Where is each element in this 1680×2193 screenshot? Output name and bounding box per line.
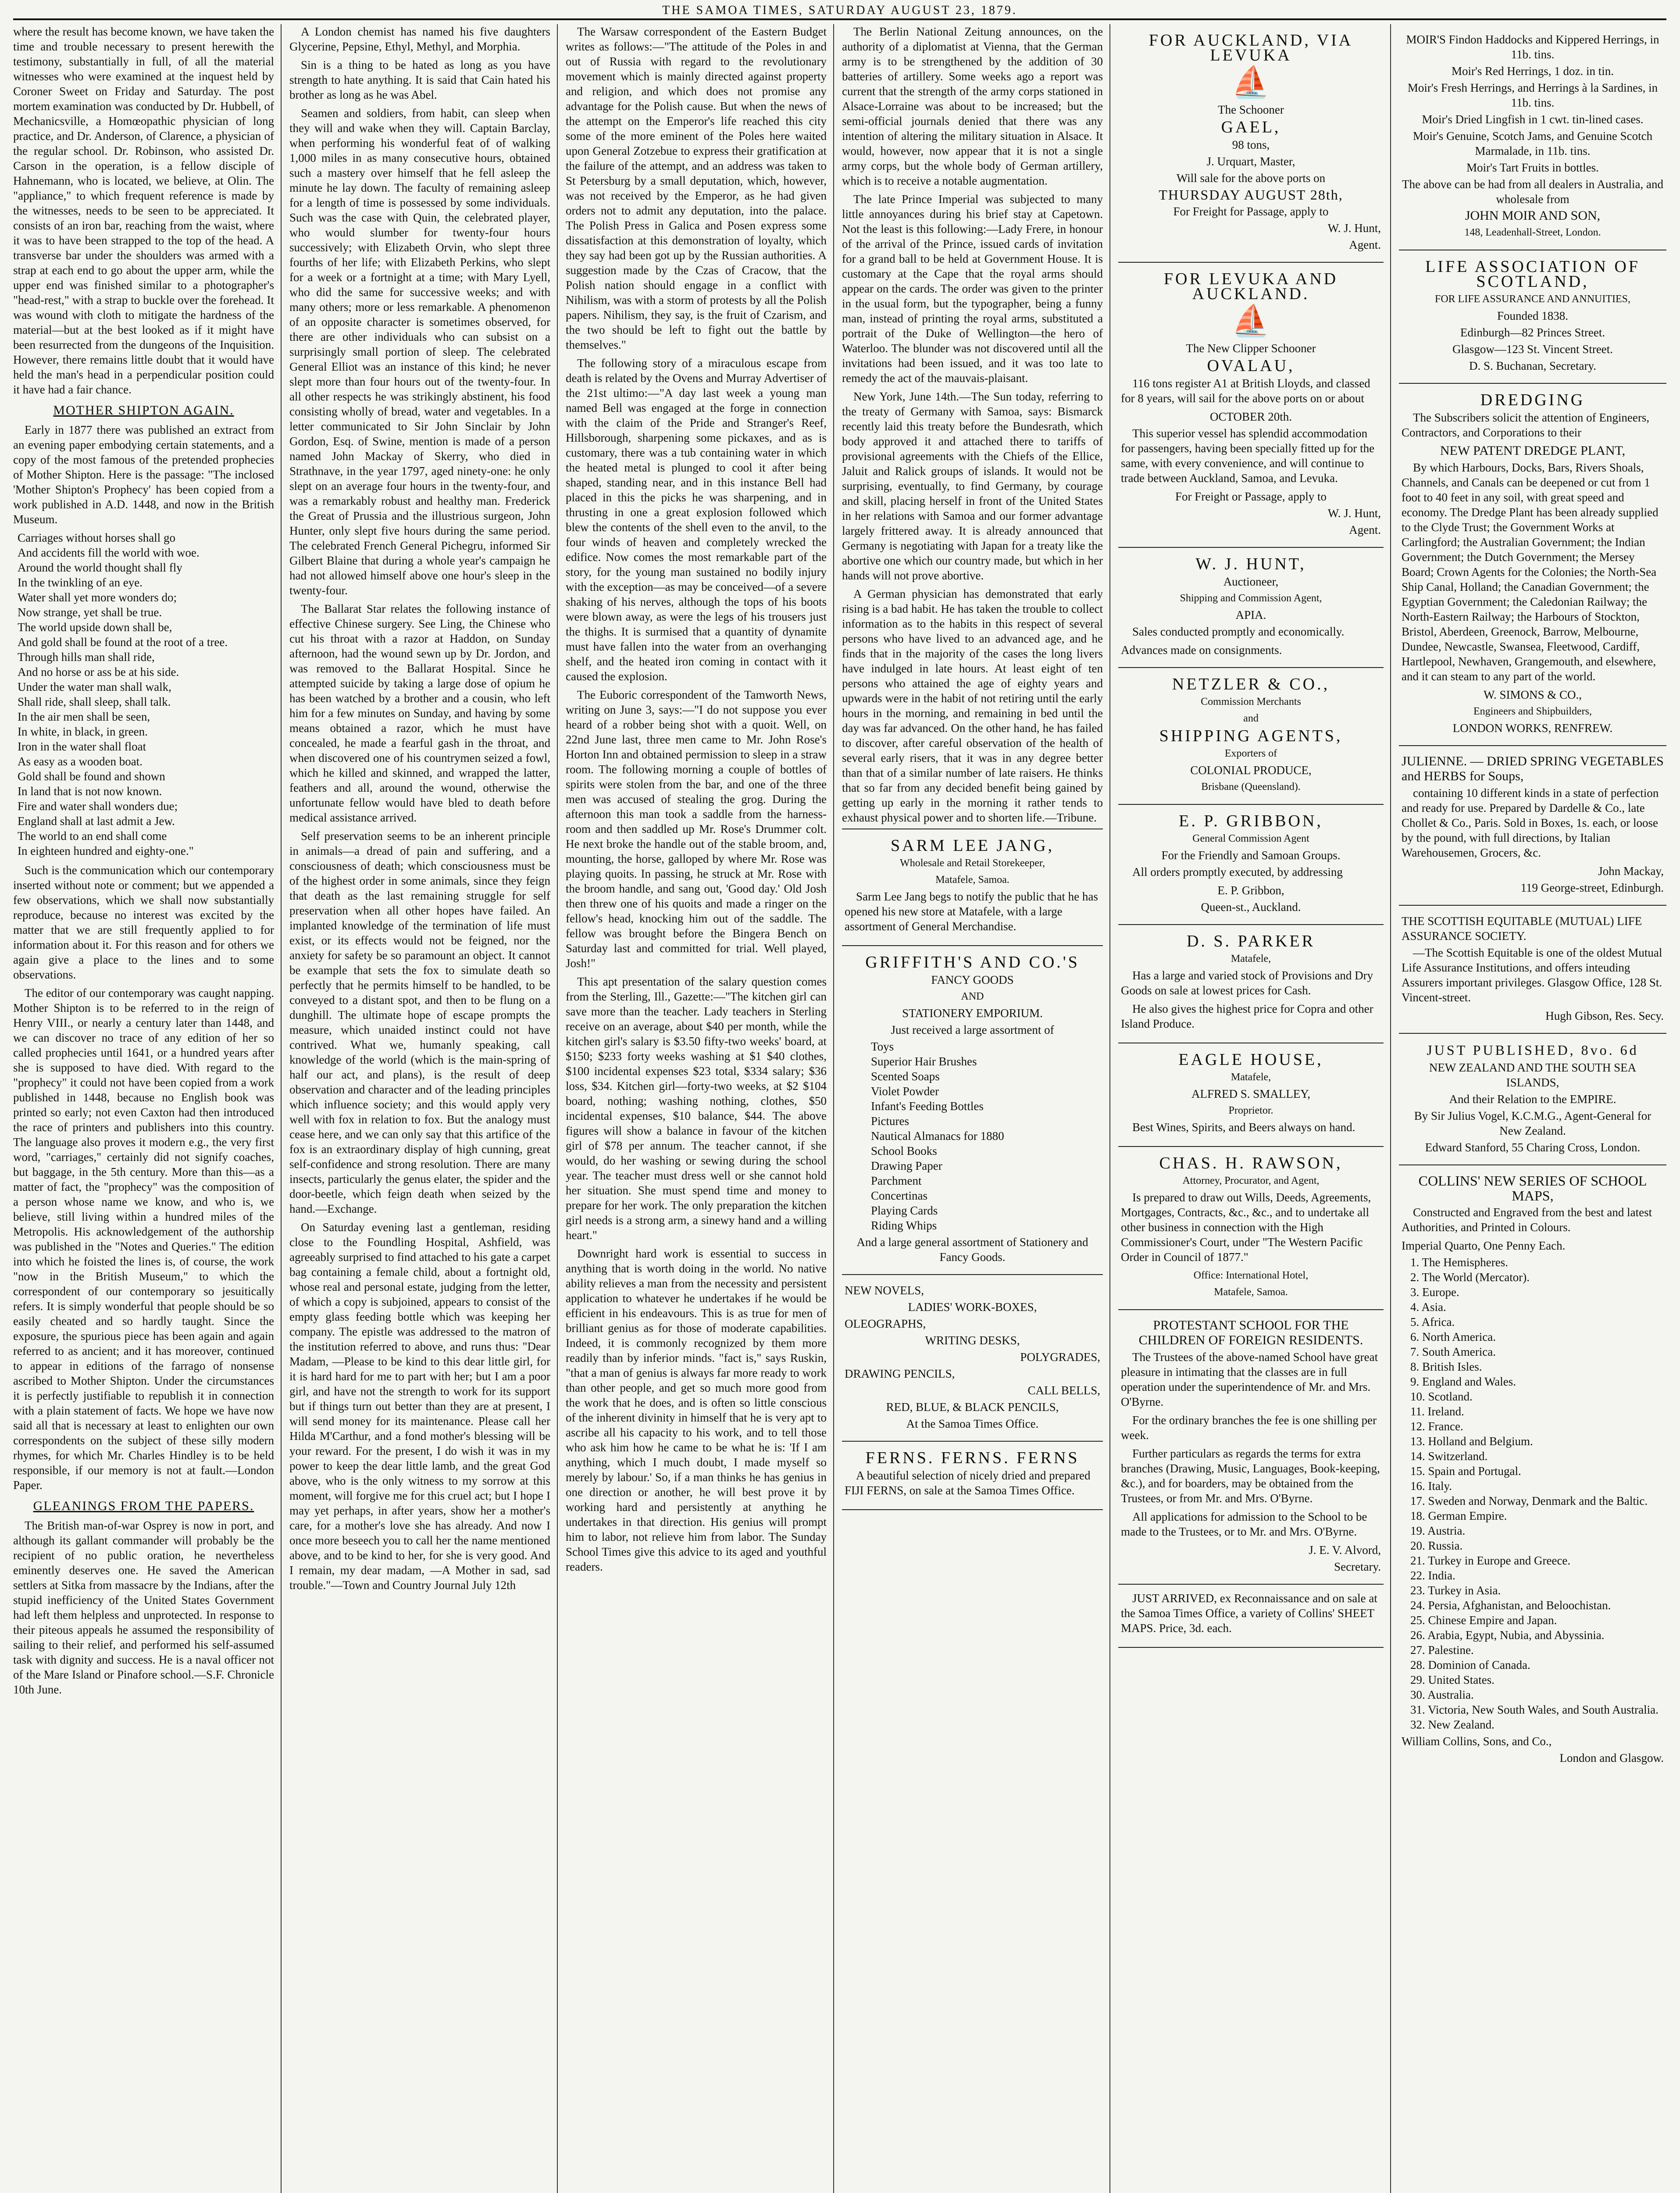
ad-body: Best Wines, Spirits, and Beers always on hand. — [1132, 1121, 1355, 1134]
ship-name: GAEL, — [1221, 118, 1281, 136]
ad-body: Constructed and Engraved from the best and latest Authorities, and Printed in Colours. — [1402, 1206, 1652, 1234]
sailing-date: OCTOBER 20th. — [1209, 410, 1292, 423]
verse-line: And gold shall be found at the root of a tree. — [18, 636, 228, 649]
verse-line: Iron in the water shall float — [18, 740, 146, 753]
ad-life-association — [1399, 250, 1666, 384]
ad-netzler — [1118, 668, 1384, 805]
verse-line: Around the world thought shall fly — [18, 561, 182, 574]
list-item: Infant's Feeding Bottles — [871, 1100, 984, 1113]
headline-gleanings: GLEANINGS FROM THE PAPERS. — [33, 1499, 254, 1513]
ad-body: A beautiful selection of nicely dried and prepared FIJI FERNS, on sale at the Samoa Times Office. — [845, 1469, 1091, 1497]
ad-line: Founded 1838. — [1497, 309, 1568, 322]
ad-line: At the Samoa Times Office. — [906, 1417, 1039, 1430]
ad-body: He also gives the highest price for Copra and other Island Produce. — [1121, 1002, 1373, 1030]
ad-just-published — [1399, 1034, 1666, 1165]
list-item: Superior Hair Brushes — [871, 1055, 977, 1068]
article-paragraph: The Euboric correspondent of the Tamworth News, writing on June 3, says:—"I do not suppose you ever heard of a robber being shot with a quoit. Well, on 22nd June last, three men came to Mr. John Rose's Horton Inn and obtained permission to sleep in a straw room. The following morning a couple of bottles of spirits were stolen from the bar, and one of the three men was accused of stealing the grog. During the afternoon this man took a saddle from the harness-room and then saddled up Mr. Rose's Drummer colt. He next broke the handle out of the stable broom, and, mounting, the horse, galloped by where Mr. Rose was playing quoits. In passing, he struck at Mr. Rose with the broom handle, and sang out, 'Good day.' Old Josh then threw one of his quoits and made a ringer on the fellow's head, knocking him out of the saddle. The fellow was brought before the Bingera Bench on Saturday last and committed for trial. Well played, Josh!" — [566, 688, 827, 970]
ad-line: NEW ZEALAND AND THE SOUTH SEA ISLANDS, — [1429, 1061, 1637, 1089]
ad-line: MOIR'S Findon Haddocks and Kippered Herrings, in 11b. tins. — [1406, 33, 1659, 61]
schooner-icon: ⛵ — [1231, 66, 1270, 100]
column-4 — [842, 24, 1103, 2193]
ad-title: DREDGING — [1480, 391, 1585, 409]
ad-griffiths — [842, 946, 1103, 1275]
ad-line: Matafele, — [1231, 953, 1271, 964]
verse-line: Shall ride, shall sleep, shall talk. — [18, 695, 171, 708]
ad-line: AND — [961, 991, 984, 1002]
ad-gribbon — [1118, 805, 1384, 925]
ad-body: All applications for admission to the School to be made to the Trustees, or to Mr. and Mrs. O'Byrne. — [1121, 1510, 1367, 1538]
list-item: 9. England and Wales. — [1410, 1375, 1516, 1388]
ad-title: LIFE ASSOCIATION OF SCOTLAND, — [1425, 257, 1640, 291]
ad-line: W. SIMONS & CO., — [1483, 688, 1582, 701]
list-item: 5. Africa. — [1410, 1315, 1455, 1329]
article-paragraph: A German physician has demonstrated that early rising is a bad habit. He has taken the trouble to collect information as to the habits in this respect of several persons who have lived to an advanced age, and he finds that in the majority of the cases the long livers have indulged in late hours. At least eight of ten persons who attained the age of eighty years and upwards were in the habit of not retiring until the early hours in the morning, and remaining in bed until the day was far advanced. On the other hand, he has failed to discover, after careful observation of the health of several early risers, that it was in any degree better than that of a similar number of late raisers. He thinks that so far from any decided benefit being gained by getting up early in the morning it rather tends to exhaust physical power and to shorten life.—Tribune. — [842, 587, 1103, 824]
ad-moir — [1399, 24, 1666, 250]
article-paragraph: The Warsaw correspondent of the Eastern Budget writes as follows:—"The attitude of the Poles in and out of Russia with regard to the revolutionary movement which is mainly directed against property and religion, and which does not promise any advantage for the Polish cause. But when the news of the attempt on the Emperor's life reached this city some of the more eminent of the Poles here waited upon General Zotzebue to express their gratification at the failure of the attempt, and an address was taken to St Petersburg by a small deputation, which, however, was not received by the Emperor, as he had given orders not to admit any deputation, into the palace. The Polish Press in Galica and Posen express some dissatisfaction at this demonstration of loyalty, which they say had been got up by the Russian authorities. A suggestion made by the Czas of Cracow, that the Polish nation should engage in a conflict with Nihilism, was with a storm of protests by all the Polish papers. Nihilism, they say, is the fruit of Czarism, and the two should be left to fight out the battle by themselves." — [566, 25, 827, 351]
list-item: 7. South America. — [1410, 1345, 1496, 1358]
ad-protestant-school — [1118, 1310, 1384, 1585]
column-rule — [557, 24, 558, 2193]
verse-line: In the air men shall be seen, — [18, 710, 150, 723]
ad-line: Moir's Tart Fruits in bottles. — [1466, 161, 1599, 174]
ad-line: APIA. — [1235, 608, 1266, 621]
ad-signature: W. J. Hunt, — [1327, 221, 1381, 235]
list-item: 25. Chinese Empire and Japan. — [1410, 1614, 1557, 1627]
ad-signature: J. E. V. Alvord, — [1309, 1543, 1381, 1557]
ad-line: Moir's Genuine, Scotch Jams, and Genuine Scotch Marmalade, in 11b. tins. — [1412, 129, 1653, 157]
column-6 — [1399, 24, 1666, 2193]
verse-line: Through hills man shall ride, — [18, 650, 155, 664]
article-paragraph: The Berlin National Zeitung announces, on the authority of a diplomatist at Vienna, that the German army is to be strengthened by the addition of 30 batteries of artillery. Some weeks ago a report was current that the strength of the army corps stationed in Alsace-Lorraine was about to be increased; but the semi-official journals denied that there was any intention of altering the military situation in Alsace. It would, however, now appear that it is not a single army corps, but the whole body of German artillery, which is to receive a notable augmentation. — [842, 25, 1103, 187]
ad-body: Sarm Lee Jang begs to notify the public that he has opened his new store at Matafele, with a large assortment of General Merchandise. — [845, 890, 1098, 933]
column-5 — [1118, 24, 1384, 2193]
article-paragraph: On Saturday evening last a gentleman, residing close to the Foundling Hospital, Ashfield, was agreeably surprised to find attached to his gate a carpet bag containing a female child, about a fortnight old, whose real and personal estate, judging from the letter, of which a copy is subjoined, appears to consist of the empty glass feeding bottle which was keeping her company. The epistle was addressed to the matron of the institution referred to above, and runs thus: "Dear Madam, —Please to be kind to this dear little girl, for it is hard hard for me to part with her; but I am a poor girl, and have not the strength to work for its support but if things turn out better than they are at present, I will send money for its maintenance. Please call her Hilda M'Carthur, and a fond mother's blessing will be your reward. For the present, I do wish it was in my power to keep the dear little lamb, and the great God above, who is the only witness to my sorrow at this moment, will forgive me for this cruel act; but I hope I may yet perhaps, in after years, show her a mother's care, for a mother's love she has already. And now I once more beseech you to call her the name mentioned above, and to be kind to her, for she is very good. And I remain, my dear madam, —A Mother in sad, sad trouble."—Town and Country Journal July 12th — [289, 1221, 550, 1592]
ad-line: The above can be had from all dealers in Australia, and wholesale from — [1402, 178, 1664, 206]
list-item: 3. Europe. — [1410, 1286, 1459, 1299]
verse-line: England shall at last admit a Jew. — [18, 814, 175, 828]
list-item: Pictures — [871, 1114, 909, 1128]
article-paragraph: Downright hard work is essential to success in anything that is worth doing in the world. No native ability relieves a man from the necessity and persistent application to whatever he undertakes if he would be efficient in his endeavours. This is as true for men of brilliant genius as for those of moderate capabilities. Indeed, it is commonly recognized by them more readily than by inferior minds. "fact is," says Ruskin, "that a man of genius is always far more ready to work than other people, and get so much more good from the work that he does, and is often so little conscious of the inherent divinity in himself that he is very apt to ascribe all his capacity to his work, and to tell those who ask him how he came to be what he is: 'If I am anything, which I much doubt, I made myself so merely by labour.' So, if a man thinks he has genius in one direction or another, he will best prove it by working hard and persistently at anything he undertakes in that direction. His genius will prompt him to labor, not relieve him from labor. The Sunday School Times give this advice to its aged and youthful readers. — [566, 1247, 827, 1573]
ad-line: Engineers and Shipbuilders, — [1473, 706, 1592, 717]
ad-line: E. P. Gribbon, — [1217, 884, 1284, 897]
ad-line: For Freight or Passage, apply to — [1175, 490, 1327, 503]
ad-signature: Hugh Gibson, Res. Secy. — [1545, 1009, 1664, 1022]
column-2 — [289, 24, 550, 2193]
ad-novels — [842, 1275, 1103, 1442]
article-paragraph: Early in 1877 there was published an extract from an evening paper embodying certain statements, and a copy of the most famous of the pretended prophecies of Mother Shipton. Here is the passage: "The inclosed 'Mother Shipton's Prophecy' has been copied from a work published in A.D. 1448, and now in the British Museum. — [13, 423, 274, 526]
article-paragraph: A London chemist has named his five daughters Glycerine, Pepsine, Ethyl, Methyl, and Morphia. — [289, 25, 550, 53]
ad-line: Will sale for the above ports on — [1176, 171, 1326, 185]
ad-line: And a large general assortment of Stationery and Fancy Goods. — [856, 1236, 1088, 1264]
ad-signature: W. J. Hunt, — [1327, 507, 1381, 520]
column-3 — [566, 24, 827, 2193]
ad-line: Matafele, — [1231, 1071, 1271, 1083]
ad-body: Sales conducted promptly and economically. — [1132, 625, 1345, 638]
ad-line: Moir's Dried Lingfish in 1 cwt. tin-lined cases. — [1422, 113, 1644, 126]
ad-line: FOR LIFE ASSURANCE AND ANNUITIES, — [1434, 293, 1631, 305]
ad-body: All orders promptly executed, by addressing — [1132, 865, 1343, 879]
ad-signature: Secretary. — [1334, 1560, 1381, 1573]
ad-sheet-maps — [1118, 1585, 1384, 1648]
verse-line: And no horse or ass be at his side. — [18, 665, 179, 679]
ad-line: Matafele, Samoa. — [935, 874, 1009, 886]
ad-line: Office: International Hotel, — [1193, 1270, 1309, 1281]
article-paragraph: The following story of a miraculous escape from death is related by the Ovens and Murray Advertiser of the 21st ultimo:—"A day last week a young man named Bell was engaged at the forge in connection with the claim of the Pride and Stranger's Reef, Hillsborough, sharpening some pickaxes, and as is customary, there was a tub containing water in which the heated metal is plunged to cool it after being shaped, standing near, and in this instance Bell had placed in this the picks he was sharpening, and in thrusting in one a great explosion followed which blew the contents of the shell even to the anvil, to the four winds of heaven and completely wrecked the edifice. Now comes the most remarkable part of the story, for the young man sustained no bodily injury with the exception—as may be conceived—of a severe shaking of his nerves, although the tops of his boots were blown away, as were the legs of his trousers just the thighs. It is surmised that a quantity of dynamite must have fallen into the water from an overhanging shelf, and the heated iron coming in contact with it caused the explosion. — [566, 357, 827, 683]
ad-line: POLYGRADES, — [1020, 1350, 1100, 1364]
ad-line: Queen-st., Auckland. — [1201, 900, 1301, 914]
ad-line: RED, BLUE, & BLACK PENCILS, — [886, 1400, 1059, 1414]
ad-line: Moir's Red Herrings, 1 doz. in tin. — [1451, 64, 1614, 78]
ad-title: JULIENNE. — DRIED SPRING VEGETABLES and HERBS for Soups, — [1402, 754, 1664, 783]
column-1 — [13, 24, 274, 2193]
ad-line: and — [1243, 713, 1259, 724]
ad-body: 116 tons register A1 at British Lloyds, and classed for 8 years, will sail for the above ports on or about — [1121, 377, 1370, 405]
ship-name: OVALAU, — [1207, 357, 1295, 375]
article-paragraph: New York, June 14th.—The Sun today, referring to the treaty of Germany with Samoa, says: Bismarck recently laid this treaty before the Bundesrath, which body approved it and attached there to tariffs of provisional agreements with the Chiefs of the Ellice, Jaluit and Ralick groups of islands. It would not be surprising, eventually, to find Germany, by courage and skill, placing herself in front of the United States in her relations with Samoa and our former advantage largely frittered away. It is already announced that Germany is negotiating with Japan for a treaty like the abortive one which our country made, but which in her hands will not prove abortive. — [842, 390, 1103, 582]
ad-line: Matafele, Samoa. — [1214, 1286, 1288, 1298]
ad-title: SARM LEE JANG, — [891, 836, 1054, 855]
list-item: 15. Spain and Portugal. — [1410, 1464, 1521, 1478]
ad-title: FERNS. FERNS. FERNS — [865, 1449, 1080, 1467]
ad-line: Brisbane (Queensland). — [1201, 781, 1301, 793]
ad-line: SHIPPING AGENTS, — [1159, 727, 1343, 745]
ad-line: Moir's Fresh Herrings, and Herrings à la Sardines, in 11b. tins. — [1407, 81, 1658, 109]
verse-line: The world to an end shall come — [18, 829, 167, 843]
list-item: 16. Italy. — [1410, 1479, 1452, 1493]
verse-line: Water shall yet more wonders do; — [18, 591, 177, 604]
list-item: 12. France. — [1410, 1420, 1463, 1433]
column-rule — [1109, 24, 1110, 2193]
ad-gael — [1118, 24, 1384, 263]
ad-line: Shipping and Commission Agent, — [1180, 593, 1322, 604]
list-item: Concertinas — [871, 1189, 927, 1202]
ad-hunt — [1118, 548, 1384, 668]
ad-title: EAGLE HOUSE, — [1178, 1050, 1323, 1069]
ad-julienne — [1399, 746, 1666, 906]
ad-line: General Commission Agent — [1192, 833, 1309, 844]
verse-line: And accidents fill the world with woe. — [18, 546, 200, 559]
ad-body: Further particulars as regards the terms for extra branches (Drawing, Music, Languages, Book-keeping, &c.), and for boarders, may be obtained from the Trustees, or from Mr. and Mrs. O'Byrne. — [1121, 1447, 1380, 1505]
list-item: School Books — [871, 1144, 937, 1157]
ad-line: CALL BELLS, — [1027, 1384, 1100, 1397]
list-item: 29. United States. — [1410, 1673, 1495, 1686]
verse-line: Under the water man shall walk, — [18, 680, 171, 693]
masthead: THE SAMOA TIMES, SATURDAY AUGUST 23, 1879. — [13, 4, 1666, 20]
article-paragraph: The late Prince Imperial was subjected to many little annoyances during his brief stay at Capetown. Not the least is this following:—Lady Frere, in honour of the arrival of the Prince, issued cards of invitation for a grand ball to be held at Government House. It is customary at the Cape that the royal arms should appear on the cards. The order was given to the printer in the usual form, but the typographer, being a funny man, instead of printing the royal arms, substituted a portrait of the Duke of Wellington—the hero of Waterloo. The blunder was not discovered until all the invitations had been issued, and it was too late to remedy the act of the mauvais-plaisant. — [842, 193, 1103, 385]
list-item: 24. Persia, Afghanistan, and Beloochistan. — [1410, 1599, 1611, 1612]
ad-line: J. Urquart, Master, — [1206, 155, 1295, 168]
ad-body: JUST ARRIVED, ex Reconnaissance and on sale at the Samoa Times Office, a variety of Collins' SHEET MAPS. Price, 3d. each. — [1121, 1592, 1377, 1635]
ad-line: Attorney, Procurator, and Agent, — [1182, 1175, 1320, 1186]
list-item: Scented Soaps — [871, 1070, 940, 1083]
verse-line: In eighteen hundred and eighty-one." — [18, 844, 194, 857]
list-item: 32. New Zealand. — [1410, 1718, 1495, 1731]
column-rule — [1390, 24, 1391, 2193]
ad-line: Advances made on consignments. — [1121, 643, 1282, 657]
article-paragraph: Seamen and soldiers, from habit, can sleep when they will and wake when they will. Captain Barclay, when performing his wonderful feat of of walking 1,000 miles in as many consecutive hours, obtained such a mastery over himself that he fell asleep the minute he lay down. The faculty of remaining asleep for a length of time is possessed by some individuals. Such was the case with Quin, the celebrated player, who would slumber for twenty-four hours successively; with Elizabeth Orvin, who slept three fourths of her life; with Elizabeth Perkins, who slept for a week or a fortnight at a time; with Mary Lyell, who did the same for successive weeks; and with many others; more or less remarkable. A phenomenon of an opposite character is sometimes observed, for there are other individuals who can subsist on a surprisingly small portion of sleep. The celebrated General Elliot was an instance of this kind; he never slept more than four hours out of the twenty-four. In all other respects he was strikingly abstinent, his food consisting wholly of bread, water and vegetables. In a letter communicated to Sir John Sinclair by John Gordon, Esq. of Swine, mention is made of a person named John Mackay of Skerry, who died in Strathnave, in the year 1797, aged ninety-one: he only slept on an average four hours in the twenty-four, and was a remarkably robust and healthy man. Frederick the Great of Prussia and the illustrious surgeon, John Hunter, only slept five hours during the same period. The celebrated French General Pichegru, informed Sir Gilbert Blaine that during a whole year's campaign he had not allowed himself above one hour's sleep in the twenty-four. — [289, 107, 550, 597]
ad-body: containing 10 different kinds in a state of perfection and ready for use. Prepared by Dardelle & Co., late Chollet & Co., Paris. Sold in Boxes, 1s. each, or loose by the pound, with full directions, by Italian Warehousemen, Grocers, &c. — [1402, 786, 1659, 859]
ad-line: COLONIAL PRODUCE, — [1190, 764, 1312, 777]
ad-title: GRIFFITH'S AND CO.'S — [865, 953, 1080, 971]
verse-line: As easy as a wooden boat. — [18, 755, 143, 768]
list-item: 13. Holland and Belgium. — [1410, 1435, 1533, 1448]
ad-body: —The Scottish Equitable is one of the oldest Mutual Life Assurance Institutions, and offers inteuding Assurers important privileges. Glasgow Office, 128 St. Vincent-street. — [1402, 946, 1662, 1004]
list-item: 2. The World (Mercator). — [1410, 1271, 1530, 1284]
ad-body: Has a large and varied stock of Provisions and Dry Goods on sale at lowest prices for Cash. — [1121, 969, 1373, 997]
list-item: Parchment — [871, 1174, 922, 1187]
list-item: 31. Victoria, New South Wales, and South Australia. — [1410, 1703, 1659, 1716]
ad-title: E. P. GRIBBON, — [1179, 812, 1323, 830]
list-item: 6. North America. — [1410, 1330, 1496, 1343]
ad-line: And their Relation to the EMPIRE. — [1449, 1093, 1616, 1106]
list-item: 30. Australia. — [1410, 1688, 1474, 1701]
ad-signature: London and Glasgow. — [1559, 1751, 1664, 1764]
article-paragraph: The editor of our contemporary was caught napping. Mother Shipton is to be referred to in the reign of Henry VIII., or nearly a century later than 1448, and we can discover no trace of any edition of her so called prophecies until 1641, or a hundred years after she is supposed to have died. With regard to the "prophecy" it could not have been copied from a work published in 1448, because no English book was printed so early; not even Caxton had then introduced the race of printers and publishers into this country. The language also proves it modern e.g., the very first word, "carriages," certainly did not signify coaches, but baggage, in the 5th century. More than this—as a matter of fact, the "prophecy" was the composition of a person whose name we know, and who is, we believe, still living within a hundred miles of the Metropolis. His acknowledgement of the authorship was published in the "Notes and Queries." The edition into which he foisted the lines is, of course, the work "now in the British Museum," to which the correspondent of our contemporary so jesuitically refers. It is simply wonderful that people should be so easily cheated and so hardly taught. Since the exposure, the spurious piece has been again and again referred to as ancient; and it has moreover, continued to appear in editions of the farrago of nonsense ascribed to Mother Shipton. Under the circumstances it is perfectly justifiable to republish it in connection with a plain statement of facts. We hope we have now said all that is necessary at least to enlighten our own correspondents on the subject of these silly modern rhymes, for which Mr. Charles Hindley is to be held responsible, if our memory is not at fault.—London Paper. — [13, 986, 274, 1492]
ad-line: By Sir Julius Vogel, K.C.M.G., Agent-General for New Zealand. — [1414, 1109, 1651, 1137]
ad-signature: Agent. — [1349, 523, 1381, 536]
ad-body: This superior vessel has splendid accommodation for passengers, having been specially fitted up for the same, with every convenience, and will continue to trade between Auckland, Samoa, and Levuka. — [1121, 427, 1375, 485]
maps-list — [1402, 1255, 1664, 1732]
ad-signature: William Collins, Sons, and Co., — [1402, 1735, 1552, 1748]
ad-title: CHAS. H. RAWSON, — [1159, 1154, 1343, 1172]
list-item: Violet Powder — [871, 1085, 939, 1098]
list-item: Nautical Almanacs for 1880 — [871, 1129, 1004, 1143]
article-paragraph: The British man-of-war Osprey is now in port, and although its gallant commander will probably be the recipient of no public oration, he nevertheless eminently deserves one. He saved the American settlers at Sitka from massacre by the Indians, after the stupid inefficiency of the United States Government had left them helpless and unprotected. In response to their piteous appeals he assumed the responsibility of sailing to their relief, and performed his self-assumed task with dignity and success. He is a naval officer not of the Mare Island or Pinafore school.—S.F. Chronicle 10th June. — [13, 1519, 274, 1696]
ad-title: COLLINS' NEW SERIES OF SCHOOL MAPS, — [1418, 1173, 1647, 1204]
article-paragraph: The Ballarat Star relates the following instance of effective Chinese surgery. See Ling, the Chinese who cut his throat with a razor at Haddon, on Sunday afternoon, had the wound sewn up by Dr. Jordon, and was removed to the Ballarat Hospital. Since he attempted suicide by taking a large dose of opium he has been watched by a brother and a cousin, who left him for a few minutes on Sunday, and having by some means obtained a razor, which he must have concealed, he made a fearful gash in the throat, and when discovered one of his countrymen seized a fowl, which he killed and skinned, and wrapped the latter, feathers and all, around the wound, otherwise the unfortunate fellow would have bled to death before medical assistance arrived. — [289, 602, 550, 824]
ad-rawson — [1118, 1147, 1384, 1310]
ad-line: Imperial Quarto, One Penny Each. — [1402, 1239, 1566, 1252]
ad-body: The Trustees of the above-named School have great pleasure in intimating that the classes are in full operation under the superintendence of Mr. and Mrs. O'Byrne. — [1121, 1350, 1378, 1408]
ad-eagle-house — [1118, 1043, 1384, 1147]
list-item: Playing Cards — [871, 1204, 938, 1217]
ad-body: The Subscribers solicit the attention of Engineers, Contractors, and Corporations to their — [1402, 411, 1650, 439]
ad-ferns — [842, 1442, 1103, 1510]
ad-line: D. S. Buchanan, Secretary. — [1469, 359, 1596, 372]
list-item: 21. Turkey in Europe and Greece. — [1410, 1554, 1571, 1567]
ad-title: FOR LEVUKA AND AUCKLAND. — [1163, 270, 1338, 303]
ad-title: THE SCOTTISH EQUITABLE (MUTUAL) LIFE ASSURANCE SOCIETY. — [1402, 914, 1642, 943]
ad-line: LADIES' WORK-BOXES, — [908, 1300, 1037, 1314]
list-item: 8. British Isles. — [1410, 1360, 1482, 1373]
ad-line: ALFRED S. SMALLEY, — [1191, 1087, 1311, 1100]
verse-line: In white, in black, in green. — [18, 725, 148, 738]
ad-line: Exporters of — [1224, 748, 1277, 759]
headline-mother-shipton: MOTHER SHIPTON AGAIN. — [53, 403, 234, 418]
list-item: Drawing Paper — [871, 1159, 942, 1172]
list-item: 19. Austria. — [1410, 1524, 1466, 1537]
list-item: 23. Turkey in Asia. — [1410, 1584, 1501, 1597]
ad-line: Edinburgh—82 Princes Street. — [1460, 326, 1605, 339]
ad-title: PROTESTANT SCHOOL FOR THE CHILDREN OF FOREIGN RESIDENTS. — [1138, 1318, 1363, 1347]
article-paragraph: This apt presentation of the salary question comes from the Sterling, Ill., Gazette:—"The kitchen girl can save more than the teacher. Lady teachers in Sterling receive on an average, about $40 per month, while the kitchen girl's salary is $3.50 fifty-two weeks' board, at $150; $233 forty weeks washing at $1 $40 clothes, $100 incidental expenses $23 total, $334 salary; $36 loss, $34. Kitchen girl—forty-two weeks, at $2 $104 board, nothing; washing nothing, clothes, $50 incidental expenses, $10 balance, $44. The above figures will show a balance in favour of the kitchen girl of $78 per annum. The teacher cannot, if she would, do her washing or sewing during the school year. The teacher must dress well or she cannot hold her situation. She must spend time and money to prepare for her work. The only preparation the kitchen girl needs is a strong arm, a sinewy hand and a willing heart." — [566, 975, 827, 1242]
ad-title: JUST PUBLISHED, 8vo. 6d — [1427, 1042, 1639, 1058]
article-paragraph: where the result has become known, we have taken the time and trouble necessary to present herewith the testimony, substantially in full, of all the material witnesses who were examined at the inquest held by Coroner Sweet on Friday and Saturday. The post mortem examination was conducted by Dr. Hubbell, of Mechanicsville, a Homœopathic physician of long practice, and Dr. Anderson, of Clarence, a physician of the regular school. Dr. Robinson, who assisted Dr. Carson in the operation, is a fellow disciple of Hahnemann, who is located, we believe, at Olin. The "appliance," to which frequent reference is made by the witnesses, needs to be seen to be appreciated. It consists of an iron bar, reaching from the waist, where it was to have been strapped to the top of the head. A transverse bar under the shoulders was armed with a strap at each end to go about the upper arm, while the upper end was finished similar to a photographer's "head-rest," with a strap to buckle over the forehead. It was wound with cloth to mitigate the hardness of the material—but at the best looked as if it might have been resurrected from the dungeons of the Inquisition. However, there remains little doubt that it would have held the man's head in a perpendicular position could it have had a fair chance. — [13, 25, 274, 396]
ad-line: NEW PATENT DREDGE PLANT, — [1440, 443, 1626, 458]
list-item: 27. Palestine. — [1410, 1643, 1474, 1657]
verse-line: In the twinkling of an eye. — [18, 576, 143, 589]
list-item: 11. Ireland. — [1410, 1405, 1464, 1418]
ad-line: Wholesale and Retail Storekeeper, — [900, 857, 1045, 869]
ad-line: FANCY GOODS — [931, 973, 1014, 986]
ad-title: W. J. HUNT, — [1195, 555, 1306, 573]
list-item: 14. Switzerland. — [1410, 1450, 1488, 1463]
ad-line: Proprietor. — [1228, 1105, 1273, 1116]
list-item: Toys — [871, 1040, 894, 1053]
goods-list — [845, 1039, 1100, 1233]
column-rule — [833, 24, 834, 2193]
verse-line: Gold shall be found and shown — [18, 770, 165, 783]
article-paragraph: Sin is a thing to be hated as long as you have strength to hate anything. It is said that Cain hated his brother as long as he was Abel. — [289, 58, 550, 101]
verse-line: In land that is not now known. — [18, 785, 162, 798]
ad-line: LONDON WORKS, RENFREW. — [1452, 721, 1613, 735]
ad-title: D. S. PARKER — [1186, 932, 1315, 950]
list-item: Riding Whips — [871, 1219, 937, 1232]
ad-line: 148, Leadenhall-Street, London. — [1464, 227, 1601, 238]
list-item: 17. Sweden and Norway, Denmark and the Baltic. — [1410, 1494, 1648, 1507]
ad-collins-maps — [1399, 1165, 1666, 1775]
verse-line: Fire and water shall wonders due; — [18, 800, 178, 813]
prophecy-verse — [13, 530, 274, 858]
ad-line: For the Friendly and Samoan Groups. — [1161, 849, 1341, 862]
ad-line: For Freight for Passage, apply to — [1173, 205, 1329, 218]
ad-ovalau — [1118, 263, 1384, 548]
list-item: 18. German Empire. — [1410, 1509, 1507, 1522]
ad-scottish-equitable — [1399, 906, 1666, 1034]
article-paragraph: Such is the communication which our contemporary inserted without note or comment; but we appended a few observations, which we shall now substantially reproduce, because no interest was excited by the matter that we are still frequently applied to for information about it. For this reason and for others we again give a place to the lines and to some observations. — [13, 864, 274, 981]
ad-body: By which Harbours, Docks, Bars, Rivers Shoals, Channels, and Canals can be deepened or cut from 1 foot to 40 feet in any soil, with great speed and economy. The Dredge Plant has been already supplied to the Clyde Trust; the Government Works at Carlingford; the Australian Government; the Indian Government; the Dutch Government; the Mersey Board; Crown Agents for the Colonies; the North-Sea Ship Canal, Holland; the Canadian Government; the Egyptian Government; the Caledonian Railway; the North-Eastern Railway; the Harbours of Stockton, Bristol, Aberdeen, Greenock, Barrow, Melbourne, Dundee, Newcastle, Swansea, Fleetwood, Cardiff, Hartlepool, Newhaven, Grangemouth, and elsewhere, and it can steam to any part of the world. — [1402, 461, 1659, 683]
ad-line: DRAWING PENCILS, — [845, 1367, 955, 1380]
list-item: 26. Arabia, Egypt, Nubia, and Abyssinia. — [1410, 1629, 1605, 1642]
list-item: 10. Scotland. — [1410, 1390, 1473, 1403]
ad-sarm-lee-jang — [842, 829, 1103, 946]
schooner-icon: ⛵ — [1231, 304, 1270, 338]
ad-line: Auctioneer, — [1223, 575, 1279, 588]
ad-line: JOHN MOIR AND SON, — [1465, 208, 1601, 223]
verse-line: Carriages without horses shall go — [18, 531, 175, 544]
ad-signature: Agent. — [1349, 238, 1381, 251]
ad-signature: 119 George-street, Edinburgh. — [1520, 881, 1664, 894]
ad-parker — [1118, 925, 1384, 1043]
ad-line: Commission Merchants — [1201, 696, 1301, 707]
ad-line: 98 tons, — [1232, 138, 1270, 151]
list-item: 4. Asia. — [1410, 1300, 1446, 1314]
list-item: 22. India. — [1410, 1569, 1455, 1582]
ad-dredging — [1399, 384, 1666, 746]
column-rule — [281, 24, 282, 2193]
ad-body: For the ordinary branches the fee is one shilling per week. — [1121, 1414, 1377, 1442]
ad-line: Edward Stanford, 55 Charing Cross, London. — [1425, 1141, 1641, 1154]
article-paragraph: Self preservation seems to be an inherent principle in animals—a dread of pain and suffering, and a consciousness of death; which consciousness must be of the highest order in some animals, since they feign that death as the last remaining struggle for self preservation when all other hopes have failed. An implanted knowledge of the termination of life must exist, or its effects would not be feigned, nor the anxiety for safety be so paramount an object. It cannot be example that sets the fox to simulate death so perfectly that he permits himself to be handled, to be conveyed to a distant spot, and then to be flung on a dunghill. The ultimate hope of escape prompts the measure, which unaided instinct could not have contrived. What we, humanly speaking, call knowledge of the world (which is the main-spring of half our act, and plans), is the result of deep observation and character and of the leading principles which influence society; and this would apply very well with fox in relation to fox. But the analogy must cease here, and we can only say that this artifice of the fox is an extraordinary display of high cunning, great self-confidence and strong resolution. There are many insects, particularly the genus elater, the spider and the door-beetle, which feign death when seized by the hand.—Exchange. — [289, 829, 550, 1215]
list-item: 20. Russia. — [1410, 1539, 1463, 1552]
ad-line: WRITING DESKS, — [925, 1334, 1020, 1347]
ad-body: Is prepared to draw out Wills, Deeds, Agreements, Mortgages, Contracts, &c., &c., and to undertake all other business in connection with the High Commissioner's Court, under "The Western Pacific Order in Council of 1877." — [1121, 1191, 1371, 1264]
ad-line: OLEOGRAPHS, — [845, 1317, 926, 1330]
ad-line: Glasgow—123 St. Vincent Street. — [1452, 343, 1613, 356]
ad-line: The New Clipper Schooner — [1186, 342, 1316, 355]
verse-line: Now strange, yet shall be true. — [18, 606, 162, 619]
ad-line: NEW NOVELS, — [845, 1284, 924, 1297]
ad-title: FOR AUCKLAND, VIA LEVUKA — [1149, 31, 1353, 64]
list-item: 28. Dominion of Canada. — [1410, 1658, 1530, 1672]
verse-line: The world upside down shall be, — [18, 621, 172, 634]
ad-signature: John Mackay, — [1598, 864, 1664, 878]
list-item: 1. The Hemispheres. — [1410, 1256, 1508, 1269]
ad-title: NETZLER & CO., — [1172, 675, 1330, 693]
sailing-date: THURSDAY AUGUST 28th, — [1159, 187, 1343, 203]
ad-line: Just received a large assortment of — [891, 1023, 1054, 1036]
ad-line: STATIONERY EMPORIUM. — [902, 1007, 1043, 1020]
ad-line: The Schooner — [1218, 103, 1284, 116]
